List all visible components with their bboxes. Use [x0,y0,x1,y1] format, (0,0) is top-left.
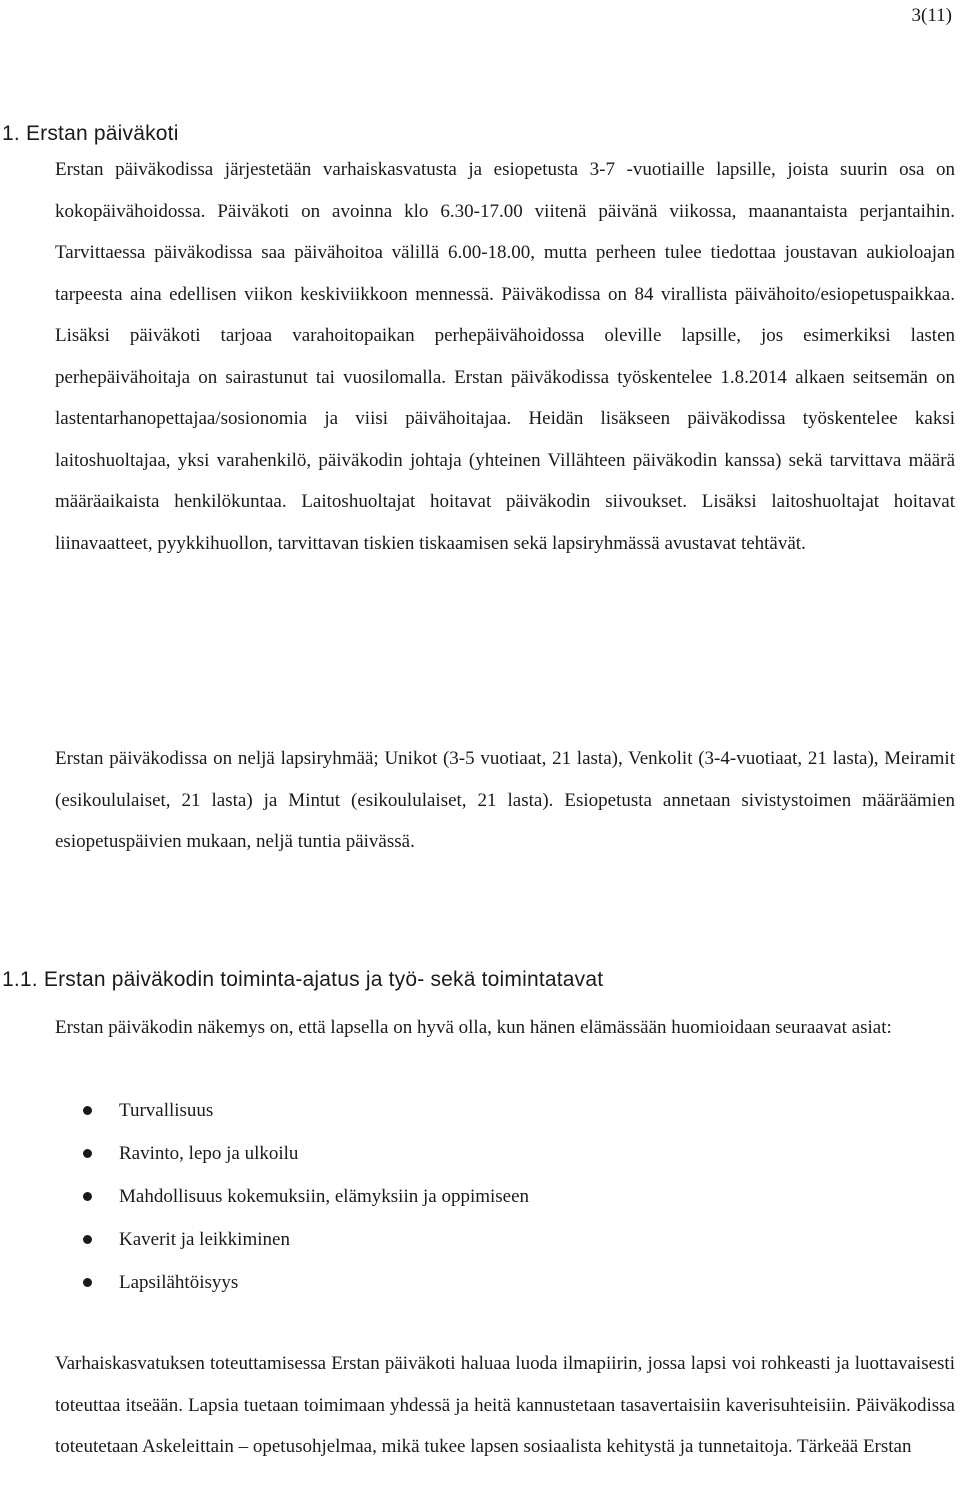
bullet-icon [83,1192,92,1201]
list-item [55,1132,855,1175]
list-item-label: Kaverit ja leikkiminen [119,1229,290,1250]
list-item [55,1261,855,1304]
paragraph-groups: Erstan päiväkodissa on neljä lapsiryhmää; Unikot (3-5 vuotiaat, 21 lasta), Venkolit (3-4-vuotiaat, 21 lasta), Meiramit (esikoululaiset, 21 lasta) ja Mintut (esikoululaiset, 21 lasta). Esiopetusta annetaan sivistystoimen määräämien esiopetuspäivien mukaan, neljä tuntia päivässä. [55,748,955,852]
section-heading-toiminta-ajatus: 1.1. Erstan päiväkodin toiminta-ajatus ja työ- sekä toimintatavat [2,968,604,991]
page-number: 3(11) [911,5,952,26]
bullet-list [55,1089,855,1304]
list-item [55,1089,855,1132]
bullet-icon [83,1149,92,1158]
list-item [55,1175,855,1218]
bullet-icon [83,1106,92,1115]
section-heading-erstan-paivakoti: 1. Erstan päiväkoti [2,122,179,145]
paragraph-overview: Erstan päiväkodissa järjestetään varhaiskasvatusta ja esiopetusta 3-7 -vuotiaille lapsille, joista suurin osa on kokopäivähoidossa. Päiväkoti on avoinna klo 6.30-17.00 viitenä päivänä viikossa, maanantaista perjantaihin. Tarvittaessa päiväkodissa saa päivähoitoa välillä 6.00-18.00, mutta perheen tulee tiedottaa joustavan aukioloajan tarpeesta aina edellisen viikon keskiviikkoon mennessä. Päiväkodissa on 84 virallista päivähoito/esiopetuspaikkaa. Lisäksi päiväkoti tarjoaa varahoitopaikan perhepäivähoidossa oleville lapsille, jos esimerkiksi lasten perhepäivähoitaja on sairastunut tai vuosilomalla. Erstan päiväkodissa työskentelee 1.8.2014 alkaen seitsemän on lastentarhanopettajaa/sosionomia ja viisi päivähoitajaa. Heidän lisäkseen päiväkodissa työskentelee kaksi laitoshuoltajaa, yksi varahenkilö, päiväkodin johtaja (yhteinen Villähteen päiväkodin kanssa) sekä tarvittava määrä määräaikaista henkilökuntaa. Laitoshuoltajat hoitavat päiväkodin siivoukset. Lisäksi laitoshuoltajat hoitavat liinavaatteet, pyykkihuollon, tarvittavan tiskien tiskaamisen sekä lapsiryhmässä avustavat tehtävät. [55,159,955,554]
bullet-icon [83,1278,92,1287]
paragraph-varhaiskasvatus: Varhaiskasvatuksen toteuttamisessa Erstan päiväkoti haluaa luoda ilmapiirin, jossa lapsi voi rohkeasti ja luottavaisesti toteuttaa itseään. Lapsia tuetaan toimimaan yhdessä ja heitä kannustetaan tasavertaisiin kaverisuhteisiin. Päiväkodissa toteutetaan Askeleittain – opetusohjelmaa, mikä tukee lapsen sosiaalista kehitystä ja tunnetaitoja. Tärkeää Erstan [55,1353,955,1457]
paragraph-intro: Erstan päiväkodin näkemys on, että lapsella on hyvä olla, kun hänen elämässään huomioidaan seuraavat asiat: [55,1017,892,1038]
list-item-label: Mahdollisuus kokemuksiin, elämyksiin ja oppimiseen [119,1186,530,1207]
list-item-label: Lapsilähtöisyys [119,1272,239,1293]
list-item [55,1218,855,1261]
bullet-icon [83,1235,92,1244]
list-item-label: Ravinto, lepo ja ulkoilu [119,1143,299,1164]
list-item-label: Turvallisuus [119,1100,214,1121]
